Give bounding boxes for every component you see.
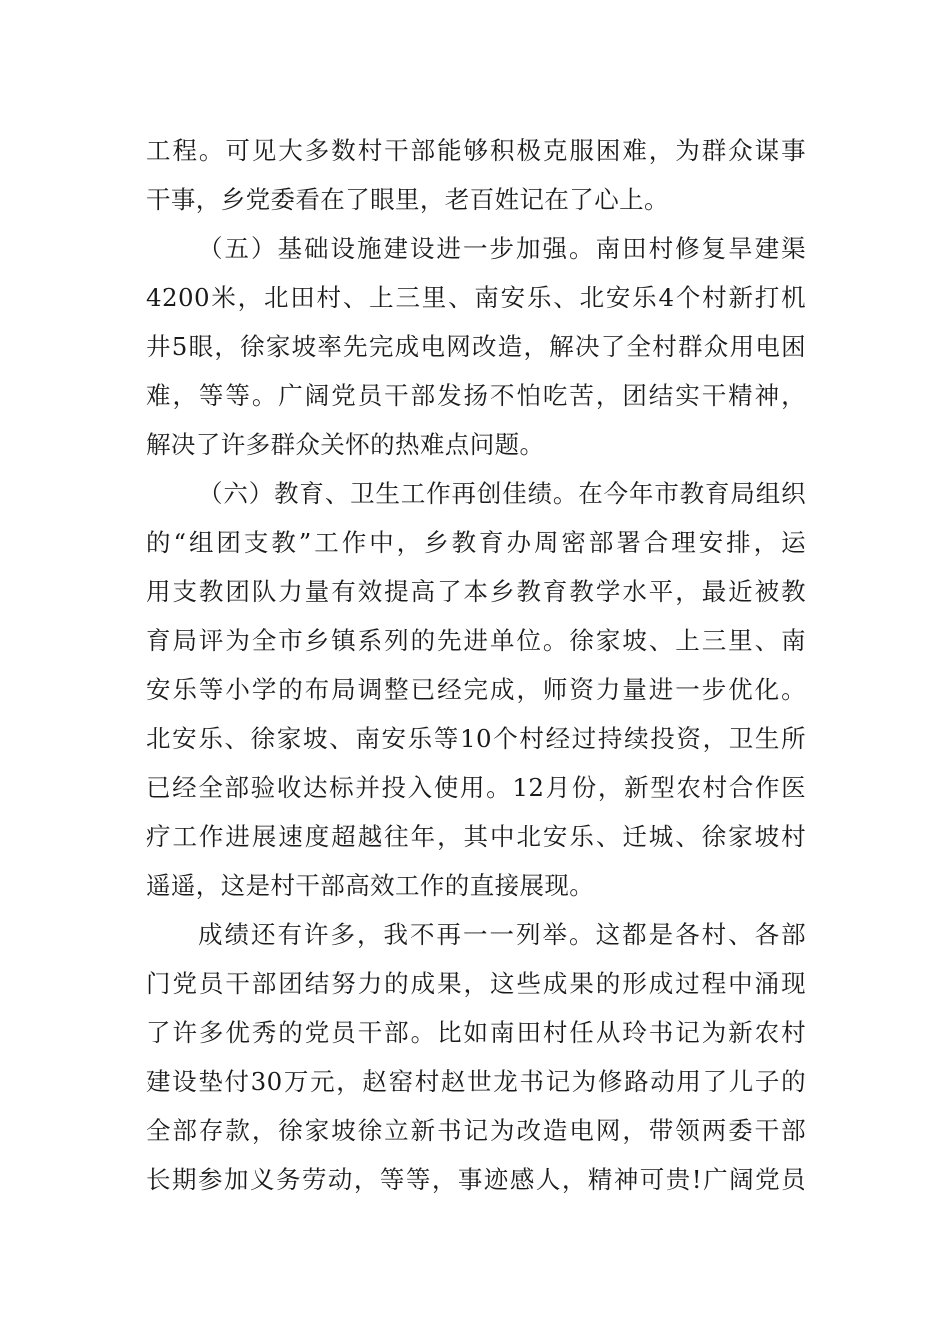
text-line: 的“组团支教”工作中，乡教育办周密部署合理安排，运 [146, 528, 806, 557]
paragraph-first-line: （五）基础设施建设进一步加强。南田村修复旱建渠 [198, 234, 806, 263]
text-line: 门党员干部团结努力的成果，这些成果的形成过程中涌现 [146, 969, 806, 998]
text-line: 用支教团队力量有效提高了本乡教育教学水平，最近被教 [146, 577, 806, 606]
text-line: 已经全部验收达标并投入使用。12月份，新型农村合作医 [146, 773, 806, 802]
text-line: 井5眼，徐家坡率先完成电网改造，解决了全村群众用电困 [146, 332, 806, 361]
text-line: 安乐等小学的布局调整已经完成，师资力量进一步优化。 [146, 675, 806, 704]
text-line: 了许多优秀的党员干部。比如南田村任从玲书记为新农村 [146, 1018, 806, 1047]
text-line: 工程。可见大多数村干部能够积极克服困难，为群众谋事 [146, 136, 806, 165]
text-line: 4200米，北田村、上三里、南安乐、北安乐4个村新打机 [146, 283, 806, 312]
text-line: 全部存款，徐家坡徐立新书记为改造电网，带领两委干部 [146, 1116, 806, 1145]
text-line: 解决了许多群众关怀的热难点问题。 [146, 430, 545, 459]
text-line: 疗工作进展速度超越往年，其中北安乐、迁城、徐家坡村 [146, 822, 806, 851]
text-line: 建设垫付30万元，赵窑村赵世龙书记为修路动用了儿子的 [146, 1067, 806, 1096]
text-line: 干事，乡党委看在了眼里，老百姓记在了心上。 [146, 185, 669, 214]
text-line: 难，等等。广阔党员干部发扬不怕吃苦，团结实干精神， [146, 381, 806, 410]
paragraph-first-line: 成绩还有许多，我不再一一列举。这都是各村、各部 [198, 920, 806, 949]
text-line: 长期参加义务劳动，等等，事迹感人，精神可贵!广阔党员 [146, 1165, 806, 1194]
text-line: 育局评为全市乡镇系列的先进单位。徐家坡、上三里、南 [146, 626, 806, 655]
text-line: 遥遥，这是村干部高效工作的直接展现。 [146, 871, 595, 900]
body-text [146, 126, 806, 1204]
text-line: 北安乐、徐家坡、南安乐等10个村经过持续投资，卫生所 [146, 724, 806, 753]
paragraph-first-line: （六）教育、卫生工作再创佳绩。在今年市教育局组织 [198, 479, 806, 508]
